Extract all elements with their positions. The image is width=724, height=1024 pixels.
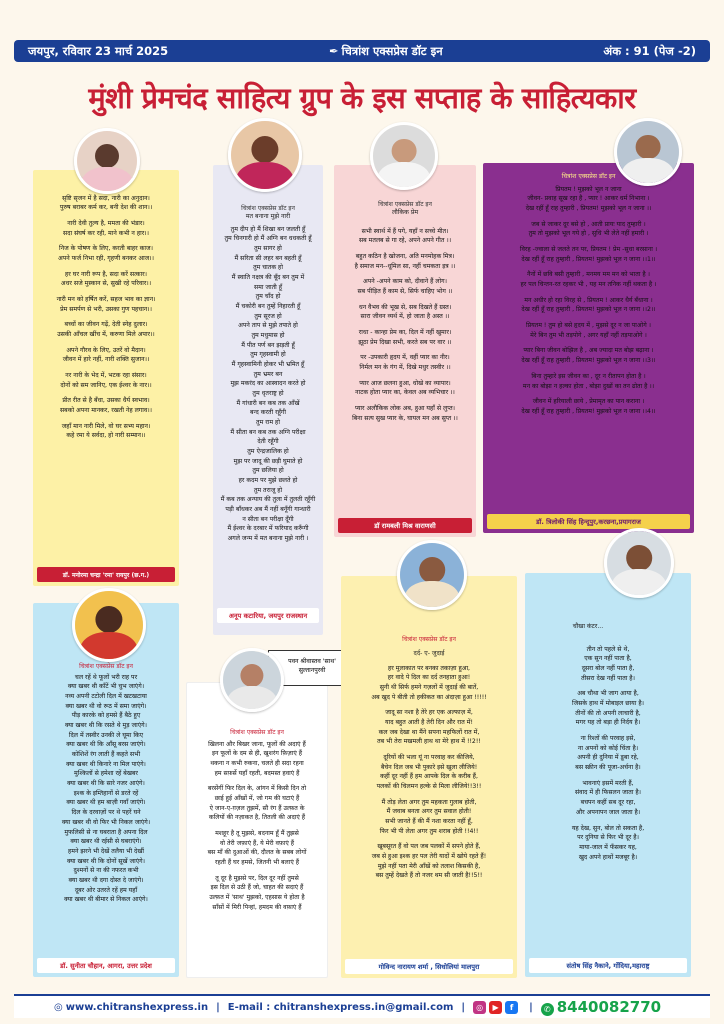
poem-line: देख रहीं हूँ राह तुम्हारी , प्रियतम! मुझको भूल न जाना ।। [525, 205, 652, 213]
author-photo-2 [228, 118, 302, 192]
poem-line: तब भी तेरा मखमली हाथ था मेरे हाथ में !!2!! [377, 738, 481, 746]
poem-line: मैं सरिता सी लहर बन बहती हूँ [234, 254, 302, 262]
poem-line: उल्फ़त में 'साथ' मुझको, एहसास ये होता है [209, 894, 305, 902]
poem-line: तीन तो पहले से थे, [586, 645, 630, 653]
poem-line: देख रहीं हूँ राह तुम्हारी , प्रियतम! मुझको भूल न जाना ।।2।। [521, 306, 656, 314]
poem-line: रहती हैं घर हमसे, जितनी भी बलाएं हैं [214, 859, 300, 867]
poem-line: सुनी थी सिर्फ हमने गज़लों में जुदाई की बातें, [379, 683, 479, 691]
poem-line: इश्क के इम्तिहानों से डरते रहें [73, 789, 139, 797]
poem-line: कहे रमा ये सर्वदा, हो नारी सम्मान।। [66, 432, 146, 440]
poem-line: हम सफ़र्से यहाँ रहती, बदमस्त हवाएं हैं [214, 769, 300, 777]
phone-block [533, 998, 669, 1016]
poem-line: क्या खबर थी कि सारे नजर आएंगे। [67, 780, 145, 788]
poem-line: राधा - कान्हा प्रेम का, दिल में नहीं खुमार। [358, 328, 452, 336]
publication-name [329, 44, 443, 59]
poem-line: हमने झरने भी देखें तलैया भी देखीं [68, 847, 144, 855]
poem-line: यह देख, सुन, बोल तो सकता है, [571, 824, 645, 832]
poem-line: तुम सूरज हो [254, 312, 282, 320]
poem-line: अब चौथा भी जाग आया है, [577, 690, 639, 698]
poem-line: बैचेन दिल जब भी पुकारे इसे खुला लीजिये! [380, 763, 478, 771]
author-photo-4 [614, 118, 682, 186]
poem-line: मुझ पर जादू की छड़ी घुमाते हो [233, 457, 303, 465]
poem-title: मत बनाना मुझे नारी [245, 212, 291, 220]
poem-line: थकना न कभी रुकना, चलते ही सदा रहना [210, 760, 304, 768]
poem-line: बच्चों का जीवन गढ़ें, देती स्नेह दुलार। [64, 321, 148, 329]
poem-line: नैनों में छवि बसी तुम्हारी , मनमय मम मन को भाता है । [527, 271, 650, 279]
poem-line: उसकी आँचल खींच में, करुणा मिले अपार।। [57, 330, 155, 338]
author-photo-1 [74, 128, 140, 194]
poem-line: जिसके हाथ में मोबाइल छाया है। [572, 700, 644, 708]
poem-line: दिल में तस्वीर उनकी ले घूमा किए [68, 731, 144, 739]
poem-line: हर पल चिन्तन-रत रहकर भी , यह मन तनिक नहीं थकता है । [520, 281, 657, 289]
poem-line: तुम भ्रमर बन [253, 370, 283, 378]
poem-line: बरसेंगीं फिर दिल के, आंगन में किसी दिन तो [207, 785, 307, 793]
poem-line: क्या खबर थी वो फिर भी निकल जाएंगे। [61, 818, 151, 826]
poem-line: तुम चिनगारी हो मैं अग्नि बन धधकती हूँ [224, 235, 312, 243]
author-caption: डॉ. त्रिलोकी सिंह हिन्दूपुर,करछना,प्रयागराज [487, 514, 690, 529]
poem-body [525, 631, 691, 862]
poem-line: अपनी ही दुनिया में डूबा रहे, [577, 754, 639, 762]
poem-line: है समाज मन--धूमिल सा, नहीं चमकता इत्र ।। [354, 262, 456, 270]
poem-line: बिना सत्य सुख प्यार के, घायल मन अब सुप्त ।। [352, 414, 458, 422]
poem-body [483, 181, 694, 417]
column-header: चित्रांश एक्सप्रेस डॉट इन [79, 663, 133, 670]
poem-line: बन्द करती रहूँगी [250, 409, 286, 417]
column-header: चित्रांश एक्सप्रेस डॉट इन [402, 636, 456, 643]
poem-line: क्या खबर थी किनारे ना मिल पाएंगे। [66, 760, 146, 768]
footer-bar [14, 994, 710, 1018]
poem-line: दूरियों की भला यूं ना परवाह कर कीजिये, [383, 753, 475, 761]
poem-line: तुम मधुमास हो [251, 331, 285, 339]
poem-column-3 [334, 165, 476, 537]
poem-line: मैं चकोरी बन तुम्हें निहारती हूँ [235, 302, 301, 310]
poem-line: भावनाएं इसमें मरती हैं, [582, 779, 634, 787]
poem-line: मैं तोड़ लेता अगर तुम महकता गुलाब होती, [381, 798, 477, 806]
date-line: जयपुर, रविवार 23 मार्च 2025 [28, 43, 169, 58]
poem-line: तुम दीप हो मैं शिखा बन जलती हूँ [230, 225, 306, 233]
poem-line: फिर भी पी लेता अगर तुम शराब होती !!4!! [379, 827, 479, 835]
poem-line: दूबर ओर उतरते रहें हम यहाँ [74, 886, 138, 894]
poem-line: कल जब देखा था मैंने सपना महफिलों रात में, [378, 728, 480, 736]
globe-icon: ◎ [54, 1001, 63, 1013]
poem-line: क्या खबर थी कि रसते थे मुड़ जाएंगे। [65, 722, 147, 730]
poem-line: देख रहीं हूँ राह तुम्हारी , प्रियतम! मुझको भूल न जाना ।।4।। [521, 407, 656, 415]
poem-line: और अपनापन जाल जाता है। [575, 808, 641, 816]
poem-line: तुम राम हो [256, 418, 280, 426]
poem-line: मन अधीर हो रहा विरह से , प्रियतम ! आकर धैर्य बँधाना । [524, 296, 653, 304]
poem-line: तुम गृहस्वामी हो [250, 351, 286, 359]
poem-line: पर -उपकारी हृदय में, वहीं प्यार का नीर। [360, 354, 450, 362]
poem-line: देख रहीं हूँ राह तुम्हारी , प्रियतम! मुझको भूल न जाना ।।1।। [521, 255, 656, 263]
poem-line: तुम छलिया हो [252, 467, 284, 475]
poem-line: क्या खबर थी बीमार से निकल आएंगे। [64, 896, 148, 904]
poem-line: सारा जीवन व्यर्थ में, हो जाता है अस्त ।। [360, 313, 450, 321]
quill-icon: ✒ [328, 43, 339, 58]
poem-line: सब पीड़ित हैं काम से, सिर्फ चाहिए भोग ।। [357, 287, 453, 295]
poem-column-1 [33, 170, 179, 586]
divider: | [216, 1001, 220, 1013]
poem-line: दिल के दरवाज़ों पर थे पहरें घने [71, 809, 141, 817]
poem-line: क्या खबर थी कि दोनों सूखें जाएंगे। [67, 857, 145, 865]
poem-line: मगर यह तो बड़ा ही निर्दय है। [575, 719, 641, 727]
poem-line: दुश्मनों से ना की नफरत कभी [73, 867, 139, 875]
poem-line: नाटक होता प्यार का, केवल अब व्यभिचार ।। [355, 389, 455, 397]
poem-line: मुझ मकरंद का आस्वादन करते हो [230, 380, 306, 388]
author-caption: डॉ रामबली मिश्र वाराणसी [338, 518, 472, 533]
poem-line: वो तेरी जफ़ाएं हैं, ये मेरी वफ़ाएं हैं [219, 839, 295, 847]
author-photo-7 [397, 540, 467, 610]
poem-line: धन वैभव की भूख से, सब दिखते हैं ग्रस्त। [358, 303, 452, 311]
poem-line: मैं गांधारी बन कब तक आँखें [236, 399, 300, 407]
poem-line: क्या खबर थी वो रूठ में समा जाएंगे। [65, 702, 147, 710]
poem-line: अगले जन्म में मत बनाना मुझे नारी । [227, 535, 309, 542]
poem-line: अपने गौरव के लिए, उतरें वो मैदान। [66, 346, 146, 354]
poem-line: देती रहूँगी [257, 438, 279, 446]
poem-line: ना रिश्तों की परवाह इसे, [580, 735, 636, 743]
author-photo-8 [604, 528, 674, 598]
poem-line: बस स्क्रीन की पूजा-अर्चना है। [575, 764, 641, 772]
column-header: चित्रांश एक्सप्रेस डॉट इन [241, 205, 295, 212]
poem-line: संवाद में ही फिसलन जाता है। [574, 789, 642, 797]
poem-line: अधर सजे मुस्कान से, सुखी रहे परिवार।। [60, 280, 152, 288]
poem-line: तुम सागर हो [254, 244, 282, 252]
poem-line: जादू सा नशा है तेरे हर एक अल्फाज़ में, [385, 709, 473, 717]
poem-line: तुम ऐन्द्रजालिक हो [247, 447, 289, 455]
poem-line: निज के पोषण के लिए, करती बाहर काज। [59, 245, 153, 253]
poem-line: सभी स्वार्थ में हैं पगे, यहाँ न सच्चे मीत। [361, 227, 449, 235]
phone-number[interactable]: 8440082770 [556, 998, 662, 1016]
poem-line: तू दूर है मुझसे पर, दिल दूर नहीं तुमसे [215, 874, 299, 882]
poem-line: खुद अपने हाथों मजबूर है। [578, 853, 638, 861]
poem-body [334, 217, 476, 424]
poem-line: प्यार बिना जीवन बोझिल है , अब ज्यादा मत बोझ बढ़ाना । [523, 347, 654, 355]
poem-line: मैं पीत पर्ण बन झड़ती हूँ [241, 341, 295, 349]
author-tag-line1: पवन श्रीवास्तव 'साथ' [288, 658, 336, 665]
poem-line: विरह -ज्वाला से जलते तन पर, प्रियतम ! प्रेम -सुधा बरसाना । [519, 246, 658, 254]
author-caption: अनूप कटारिया, जयपुर राजस्थान [217, 608, 319, 623]
poem-line: पुरुष बराबर कर्म कर, बनी देश की शान।। [59, 204, 153, 212]
poem-line: सभी जानते हैं की मैं नशा करता नहीं हूँ, [385, 817, 473, 825]
poem-line: क्या खबर थी काँटें भी चुभ जाएंगे। [67, 683, 145, 691]
poem-line: कोशिशें रंग लाती हैं कहते सभी [71, 751, 141, 759]
poem-line: तुम चाँद हो [255, 293, 281, 301]
facebook-icon[interactable]: f [505, 1001, 518, 1014]
poem-line: क्या खबर थी कि आँसू बरस जाएंगे। [66, 741, 146, 749]
poem-line: मैं कब तक अन्याय की तुला में तुलती रहूँगी [220, 496, 316, 504]
poem-line: पलकों की चिलमन हल्के से मिला लीजिये!!3!! [376, 782, 482, 790]
masthead-bar [14, 40, 710, 62]
author-caption: संतोष सिंह नैकाने, गोंदिया,महाराष्ट्र [529, 958, 687, 973]
column-header: चित्रांश एक्सप्रेस डॉट इन [561, 173, 616, 180]
poem-line: अपने ताप से मुझे तपाते हो [238, 322, 298, 330]
poem-line: एक सुन नहीं पाता है, [584, 655, 632, 663]
poem-line: मैं गृहस्वामिनी होकर भी भ्रमित हूँ [231, 360, 305, 368]
poem-line: ना अपनों को कोई चिंता है। [577, 744, 639, 752]
issue-number: अंक : 91 (पेज -2) [603, 43, 696, 58]
poem-line: सदा संघर्ष कर रही, माने कभी न हार।। [63, 229, 149, 237]
poem-line: क्या खबर थी हम बाज़ी गवाँ जाएंगे। [66, 799, 146, 807]
poem-line: झूठा प्रेम दिखा सभी, करते सब पर वार ।। [358, 338, 452, 346]
poem-line: अपने -अपने काम को, दीवाने हैं लोग। [362, 278, 448, 286]
poem-line: बिना तुम्हारे इस जीवन का , दूर न रीतापन होता है । [531, 372, 646, 380]
poem-line: नव्य अपनी टटोली दिल में खटखटाया [65, 693, 147, 701]
poem-line: पीड़ कारके को हमसे हैं बैठे हुए [71, 712, 141, 720]
poem-line: कलियों की नज़ाकत है, तितली की अदाएं हैं [208, 814, 306, 822]
poem-line: जहाँ मान नारी मिले, वो घर सभ्य महान। [61, 422, 151, 430]
poem-line: माया-जाल में फँसकर यह, [579, 843, 637, 851]
poem-line: हर घर नारी रूप है, सदा करें सत्कार। [65, 270, 147, 278]
poem-line: मशहूर है तू मुझसे, बदनाम हूँ मैं तुझसे [215, 830, 299, 838]
poem-line: प्रीत रीत से है बँधा, उसका धैर्य स्वभाव। [62, 397, 150, 405]
author-tag-line2: सुल्तानपुरवी [298, 667, 326, 675]
poem-line: जब से जाकर दूर बसे हो , आती प्रायः याद तुम्हारी । [531, 220, 646, 228]
email-link[interactable]: E-mail : chitranshexpress.in@gmail.com [227, 1001, 454, 1013]
poem-line: साँसों में मिरी पिन्हां, हमदम की वफ़ाएं हैं [212, 903, 302, 911]
poem-line: हर मुलाकात पर बनका तकाज़ा हुआ, [387, 664, 471, 672]
poem-line: मुश्किलों से हमेशा रहें बेखबर [74, 770, 138, 778]
poem-line: सबको अपना मानकर, रखती नेह लगाव।। [59, 406, 153, 414]
poem-line: तुम तराजू हो [253, 486, 283, 494]
poem-line: प्रियतम ! तुम हो बसे हृदय में , मुझसे दूर न जा पाओगे । [525, 322, 652, 330]
column-header: चित्रांश एक्सप्रेस डॉट इन [230, 729, 284, 736]
poem-line: क्या खबर थी रईसी से घबराएंगे। [70, 838, 142, 846]
poem-line: याद बहुत आती है तेरी दिन और रात में! [385, 718, 473, 726]
poem-line: मैं जवाब बनता अगर तुम सवाल होती! [386, 808, 472, 816]
poem-line: निर्मल मन के गंग में, दिखे मधुर तस्वीर ।। [359, 363, 451, 371]
poem-line: सब मतलब से गा रहे, अपने अपने गीत ।। [358, 237, 452, 245]
poem-body [33, 671, 179, 905]
poem-line: हर वादे पे दिल का दर्द तनहाता हुआ! [387, 674, 471, 682]
poem-line: नारी मन को हर्षित करें, सहज भाव का ज्ञान। [56, 295, 156, 303]
poem-line: जीवन में हरियाली छाये , प्रेमामृत का पान कराना । [532, 398, 645, 406]
publication-label: चित्रांश एक्सप्रेस डॉट इन [341, 43, 443, 58]
poem-line: चल रहें थे फूलों भरी राह पर [74, 673, 138, 681]
poem-title: दर्द- ए- जुदाई [413, 649, 445, 657]
social-icons [465, 1001, 529, 1014]
poem-line: तुम तो मुझको भूल गये हो , सुधि भी लेते नहीं हमारी । [528, 230, 649, 238]
poem-line: प्यार अलौकिक लोक अब, हुआ यहाँ से लुप्त। [354, 404, 455, 412]
poem-line: तीसरा देख नहीं पाता है। [581, 674, 635, 682]
poem-line: ऐ जान-ए-ग़ज़ल तुझमें, सौ रंग हैं उल्फ़त के [209, 804, 305, 812]
poem-line: मैं सीता बन कब तक अग्नि परीक्षा [230, 428, 306, 436]
poem-line: पड़ी बाँधकर अब मैं नहीं बनूँगी गान्धारी [225, 505, 311, 513]
poem-line: हर कदम पर मुझे छलते हो [238, 476, 298, 484]
poem-body [213, 221, 323, 544]
poem-column-7 [341, 576, 517, 978]
poem-column-4 [483, 163, 694, 533]
poem-line: अब खुद पे बीती तो हकीकत का अंदाज़ा हुआ !!!!! [371, 693, 487, 701]
poem-line: खिलना और बिखर जाना, फूलों की अदाएं हैं [208, 740, 306, 748]
poem-title: लौकिक प्रेम [391, 208, 419, 216]
poem-line: दोनों को सम जानिए, एक ईश्वर के नार।। [60, 381, 152, 389]
poem-line: जीवन में हारे नहीं, नारी शक्ति सुजान।। [62, 356, 150, 364]
divider: | [461, 1001, 466, 1013]
author-photo-5 [72, 588, 146, 662]
website-link[interactable]: www.chitranshexpress.in [65, 1001, 209, 1013]
poem-line: बचपन कहीं सब दूर रहा, [580, 799, 636, 807]
poem-line: तुम धृतराष्ट्र हो [252, 389, 284, 397]
poem-line: जीवन- प्रवाह सूख रहा है , प्यार ! आकर धर्म निभाना । [527, 195, 650, 203]
poem-line: बस तुम्हें देखते हैं तो नजर थम सी जाती है!!5!! [375, 872, 483, 880]
poem-line: क्या खबर थी दगा दोस्त दे जाएंगे। [68, 876, 144, 884]
author-photo-6 [220, 648, 284, 712]
poem-line: तुम चातक हो [253, 264, 283, 272]
column-header: चित्रांश एक्सप्रेस डॉट इन [378, 201, 432, 208]
poem-line: मुफलिसी से ना घबराता है अपना दिल [64, 828, 148, 836]
poem-body [33, 190, 179, 441]
poem-line: नारी देवी तुल्य है, ममता की भंडार। [67, 219, 145, 227]
poem-line: इन फूलों के दम से ही, खुशरंग फ़िज़ाएं हैं [211, 750, 303, 758]
poem-line: बहुत कठिन है खोजना, अति मनमोहक मित्र। [355, 252, 455, 260]
poem-line: मन का बोझा न हल्का होता , बोझा दुखों का तन ढोता है ।। [522, 382, 655, 390]
poem-line: देख रहीं हूँ राह तुम्हारी , प्रियतम! मुझको भूल न जाना ।।3।। [521, 357, 656, 365]
author-caption: डॉ. मनोरमा चन्द्रा 'रमा' रायपुर (छ.ग.) [37, 567, 175, 582]
poem-line: प्रियतम ! मुझको भूल न जाना [555, 185, 622, 193]
poem-title: चौखा कंटर... [572, 623, 604, 630]
author-photo-3 [370, 122, 438, 190]
poem-line: तीनों की तो अपनी लाचारी है, [575, 709, 641, 717]
poem-line: बस माँ की दुआओं की, दौलत के सबब लोगों [207, 849, 307, 857]
divider: | [529, 1001, 533, 1013]
poem-line: सृष्टि सृजन में है सदा, नारी का अनुदान। [62, 194, 150, 202]
whatsapp-icon[interactable]: ✆ [541, 1003, 554, 1016]
poem-line: पर दुनिया से फिर भी दूर है। [577, 834, 639, 842]
poem-line: दूसरा बोल नहीं पाता है, [581, 665, 635, 673]
poem-line: मुझे नहीं पता मेरी आँखें को तलाश किसकी है, [377, 862, 481, 870]
instagram-icon[interactable]: ◎ [473, 1001, 486, 1014]
poem-column-8 [525, 573, 691, 977]
poem-column-6 [186, 682, 328, 978]
poem-line: इस दिल से उठी हैं जो, चाहत की सदाएं हैं [210, 884, 304, 892]
poem-line: न सीता बन परीक्षा दूँगी [242, 515, 294, 523]
poem-line: खूबसूरत हैं वो पल जब पलकों में सपने होते हैं, [377, 843, 481, 851]
youtube-icon[interactable]: ▶ [489, 1001, 502, 1014]
poem-line: प्रेम समर्पण से भरी, उसका गुण पहचान।। [60, 305, 152, 313]
poem-body [341, 658, 517, 881]
poem-line: मेरे बिन तुम भी तड़पोगे , अगर यहाँ नहीं तड़पाओगे । [530, 331, 647, 339]
poem-line: समा जाती हूँ [253, 283, 283, 291]
poem-line: प्यार आज छलना हुआ, धोखे का व्यापार। [359, 379, 451, 387]
author-caption: गोविन्द नारायण शर्मा , सिधोलियां मालपुरा [345, 959, 513, 974]
poem-line: मैं स्वाति नक्षत्र की बूँद बन तुम में [231, 273, 305, 281]
poem-line: नर नारी के भेद में, भटक रहा संसार। [65, 371, 147, 379]
poem-column-2 [213, 165, 323, 635]
poem-line: अपने फर्ज निभा रही, गृहणी बनकर आज।। [58, 254, 154, 262]
page-title: मुंशी प्रेमचंद साहित्य ग्रुप के इस सप्ताह के साहित्यकार [88, 80, 636, 115]
author-caption: डॉ. सुनीता चौहान, आगरा, उत्तर प्रदेश [37, 958, 175, 973]
poem-line: मैं ईश्वर के दरबार में फरियाद करूँगी [227, 525, 309, 533]
poem-body [187, 737, 327, 913]
poem-line: छाई हुई आँखों में, जो गम की घटाएं हैं [214, 795, 300, 803]
poem-line: कहीं दूर नहीं हैं हम आपके दिल के करीब हैं, [380, 773, 478, 781]
poem-line: जब से हुआ इश्क हर पल तेरी यादों में खोये रहते हैं! [371, 852, 487, 860]
